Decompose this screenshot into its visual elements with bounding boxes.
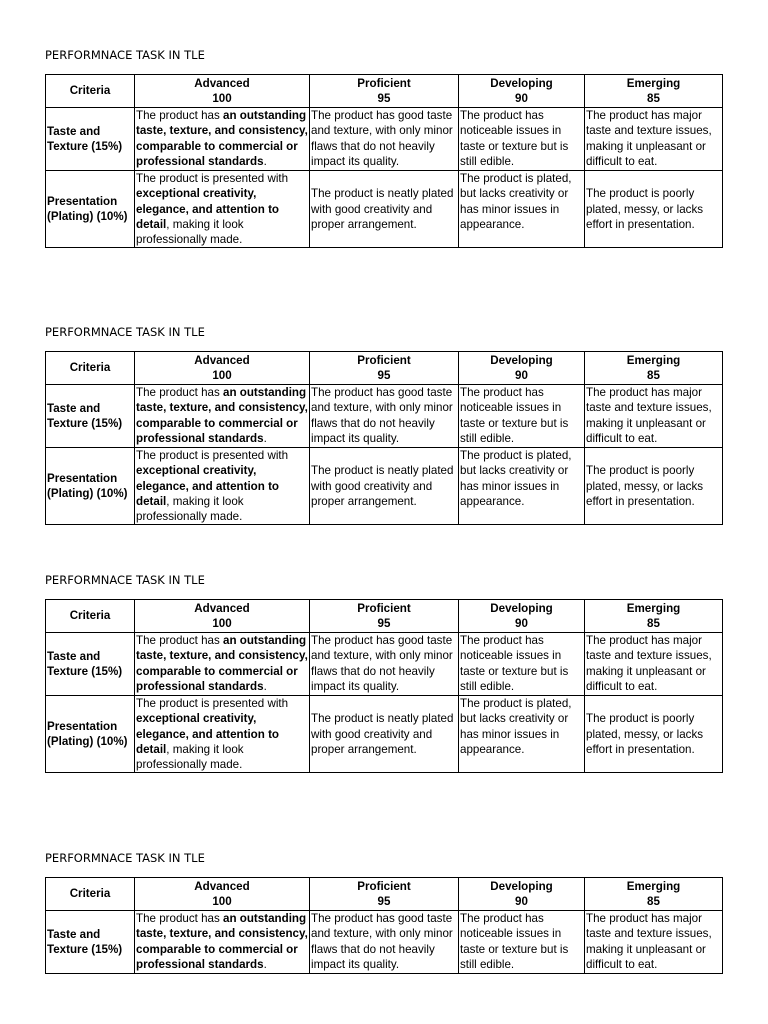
developing-cell: The product has noticeable issues in taste or texture but is still edible. — [459, 633, 585, 696]
rubric-block-1 — [45, 47, 722, 248]
level-score: 90 — [515, 92, 528, 105]
proficient-cell: The product is neatly plated with good creativity and proper arrangement. — [310, 448, 459, 525]
desc-text: . — [263, 679, 267, 693]
table-row-presentation — [46, 171, 723, 248]
advanced-cell — [135, 911, 310, 974]
emerging-cell: The product is poorly plated, messy, or lacks effort in presentation. — [585, 696, 723, 773]
developing-cell: The product is plated, but lacks creativity or has minor issues in appearance. — [459, 448, 585, 525]
level-name: Advanced — [194, 879, 250, 893]
level-score: 100 — [212, 617, 232, 630]
level-name: Developing — [490, 76, 553, 90]
header-row — [46, 75, 723, 108]
doc-title: PERFORMNACE TASK IN TLE — [45, 325, 205, 339]
header-proficient — [310, 600, 459, 633]
criterion-cell: Taste and Texture (15%) — [46, 911, 135, 974]
header-developing — [459, 352, 585, 385]
desc-text: The product has — [136, 912, 224, 925]
level-name: Advanced — [194, 76, 250, 90]
advanced-cell — [135, 108, 310, 171]
table-row-taste — [46, 385, 723, 448]
level-name: Advanced — [194, 353, 250, 367]
advanced-cell — [135, 448, 310, 525]
desc-text: . — [263, 154, 267, 168]
table-row-taste — [46, 108, 723, 171]
desc-text: . — [263, 957, 267, 971]
developing-cell: The product has noticeable issues in taste or texture but is still edible. — [459, 911, 585, 974]
header-proficient — [310, 878, 459, 911]
header-row — [46, 878, 723, 911]
desc-emphasis: exceptional creativity, elegance, and attention to detail — [136, 464, 280, 508]
desc-emphasis: an outstanding taste, texture, and consistency, comparable to commercial or professional standards — [136, 109, 308, 168]
desc-text: The product is presented with — [136, 449, 289, 462]
level-score: 95 — [377, 92, 391, 105]
rubric-table — [45, 351, 723, 525]
level-score: 90 — [515, 369, 528, 382]
proficient-cell: The product is neatly plated with good creativity and proper arrangement. — [310, 171, 459, 248]
criterion-cell: Presentation (Plating) (10%) — [46, 448, 135, 525]
developing-cell: The product is plated, but lacks creativity or has minor issues in appearance. — [459, 171, 585, 248]
desc-emphasis: exceptional creativity, elegance, and attention to detail — [136, 187, 280, 231]
criterion-cell: Presentation (Plating) (10%) — [46, 696, 135, 773]
advanced-cell — [135, 696, 310, 773]
level-name: Proficient — [357, 879, 411, 893]
emerging-cell: The product is poorly plated, messy, or lacks effort in presentation. — [585, 171, 723, 248]
table-row-taste — [46, 911, 723, 974]
doc-title: PERFORMNACE TASK IN TLE — [45, 48, 205, 62]
header-emerging — [585, 75, 723, 108]
header-emerging — [585, 600, 723, 633]
advanced-cell — [135, 633, 310, 696]
level-name: Developing — [490, 879, 553, 893]
header-developing — [459, 878, 585, 911]
table-row-taste — [46, 633, 723, 696]
emerging-cell: The product has major taste and texture issues, making it unpleasant or difficult to eat. — [585, 633, 723, 696]
level-name: Emerging — [626, 76, 681, 90]
level-name: Emerging — [626, 879, 681, 893]
developing-cell: The product has noticeable issues in taste or texture but is still edible. — [459, 108, 585, 171]
level-name: Developing — [490, 601, 553, 615]
criterion-cell: Taste and Texture (15%) — [46, 108, 135, 171]
level-score: 95 — [377, 617, 391, 630]
table-row-presentation — [46, 696, 723, 773]
criterion-cell: Taste and Texture (15%) — [46, 385, 135, 448]
level-name: Emerging — [626, 353, 681, 367]
developing-cell: The product has noticeable issues in taste or texture but is still edible. — [459, 385, 585, 448]
proficient-cell: The product has good taste and texture, with only minor flaws that do not heavily impact its quality. — [310, 633, 459, 696]
desc-emphasis: an outstanding taste, texture, and consistency, comparable to commercial or professional standards — [136, 386, 308, 445]
header-developing — [459, 75, 585, 108]
desc-text: The product is presented with — [136, 172, 289, 185]
rubric-block-3 — [45, 572, 722, 773]
header-emerging — [585, 878, 723, 911]
rubric-block-2 — [45, 324, 722, 525]
advanced-cell — [135, 385, 310, 448]
desc-text: The product has — [136, 109, 224, 122]
criterion-cell: Taste and Texture (15%) — [46, 633, 135, 696]
desc-text: , making it look professionally made. — [136, 494, 244, 524]
level-score: 95 — [377, 895, 391, 908]
table-row-presentation — [46, 448, 723, 525]
header-criteria: Criteria — [46, 75, 135, 108]
desc-emphasis: exceptional creativity, elegance, and attention to detail — [136, 712, 280, 756]
level-name: Proficient — [357, 601, 411, 615]
desc-text: The product is presented with — [136, 697, 289, 710]
header-proficient — [310, 352, 459, 385]
emerging-cell: The product has major taste and texture issues, making it unpleasant or difficult to eat. — [585, 385, 723, 448]
header-advanced — [135, 75, 310, 108]
criterion-cell: Presentation (Plating) (10%) — [46, 171, 135, 248]
header-criteria: Criteria — [46, 878, 135, 911]
proficient-cell: The product is neatly plated with good creativity and proper arrangement. — [310, 696, 459, 773]
rubric-block-4 — [45, 850, 722, 974]
desc-text: The product has — [136, 634, 224, 647]
header-row — [46, 600, 723, 633]
doc-title: PERFORMNACE TASK IN TLE — [45, 573, 205, 587]
level-name: Advanced — [194, 601, 250, 615]
level-name: Developing — [490, 353, 553, 367]
desc-emphasis: an outstanding taste, texture, and consistency, comparable to commercial or professional standards — [136, 912, 308, 971]
desc-text: . — [263, 431, 267, 445]
advanced-cell — [135, 171, 310, 248]
header-emerging — [585, 352, 723, 385]
rubric-table — [45, 877, 723, 974]
level-score: 90 — [515, 895, 528, 908]
level-name: Proficient — [357, 76, 411, 90]
header-criteria: Criteria — [46, 600, 135, 633]
header-proficient — [310, 75, 459, 108]
proficient-cell: The product has good taste and texture, with only minor flaws that do not heavily impact its quality. — [310, 911, 459, 974]
rubric-table — [45, 74, 723, 248]
emerging-cell: The product is poorly plated, messy, or lacks effort in presentation. — [585, 448, 723, 525]
developing-cell: The product is plated, but lacks creativity or has minor issues in appearance. — [459, 696, 585, 773]
level-score: 100 — [212, 369, 232, 382]
desc-text: , making it look professionally made. — [136, 217, 244, 247]
level-score: 90 — [515, 617, 528, 630]
header-criteria: Criteria — [46, 352, 135, 385]
header-advanced — [135, 878, 310, 911]
level-score: 85 — [647, 92, 660, 105]
header-advanced — [135, 352, 310, 385]
proficient-cell: The product has good taste and texture, with only minor flaws that do not heavily impact its quality. — [310, 108, 459, 171]
level-score: 100 — [212, 895, 232, 908]
level-name: Proficient — [357, 353, 411, 367]
level-score: 85 — [647, 369, 660, 382]
level-score: 100 — [212, 92, 232, 105]
level-score: 95 — [377, 369, 391, 382]
level-score: 85 — [647, 895, 660, 908]
proficient-cell: The product has good taste and texture, with only minor flaws that do not heavily impact its quality. — [310, 385, 459, 448]
rubric-table — [45, 599, 723, 773]
header-advanced — [135, 600, 310, 633]
level-score: 85 — [647, 617, 660, 630]
header-row — [46, 352, 723, 385]
header-developing — [459, 600, 585, 633]
desc-text: , making it look professionally made. — [136, 742, 244, 772]
desc-emphasis: an outstanding taste, texture, and consistency, comparable to commercial or professional standards — [136, 634, 308, 693]
doc-title: PERFORMNACE TASK IN TLE — [45, 851, 205, 865]
emerging-cell: The product has major taste and texture issues, making it unpleasant or difficult to eat. — [585, 108, 723, 171]
emerging-cell: The product has major taste and texture issues, making it unpleasant or difficult to eat. — [585, 911, 723, 974]
desc-text: The product has — [136, 386, 224, 399]
level-name: Emerging — [626, 601, 681, 615]
